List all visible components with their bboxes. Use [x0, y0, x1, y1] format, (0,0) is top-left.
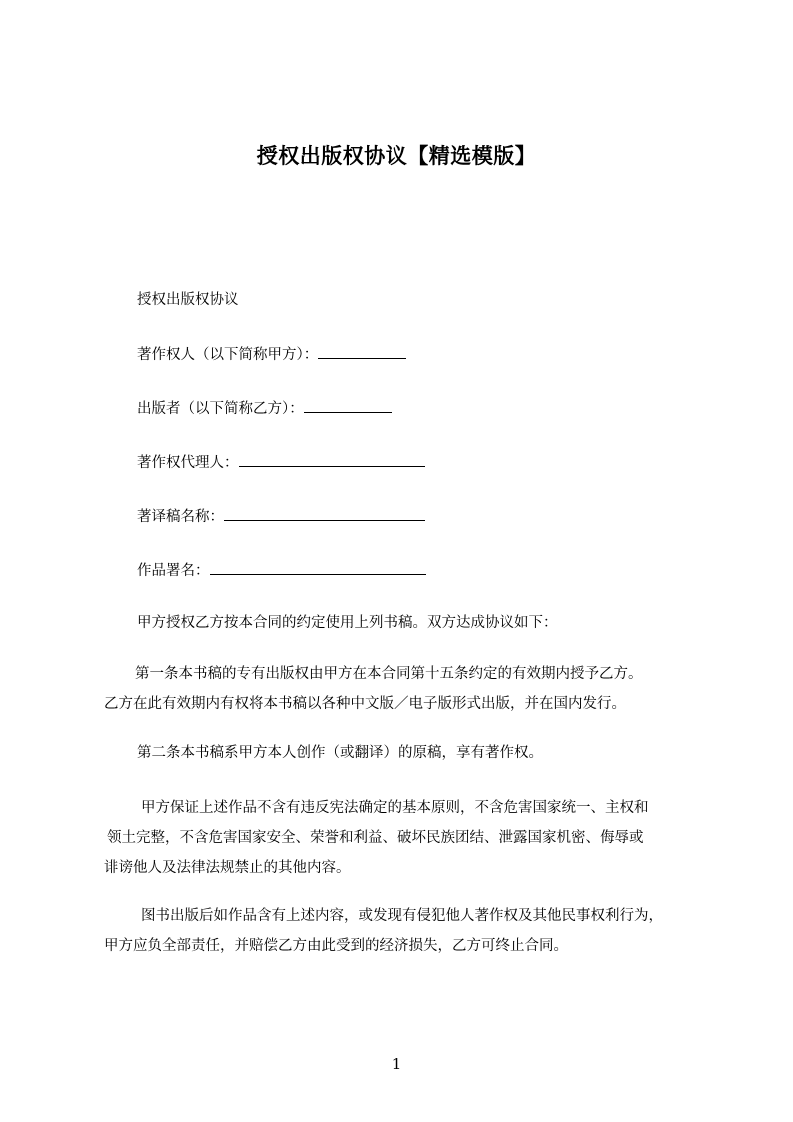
guarantee-line-1: 甲方保证上述作品不含有违反宪法确定的基本原则，不含危害国家统一、主权和 [141, 800, 649, 816]
guarantee-paragraph [104, 793, 704, 883]
work-signature-blank [210, 560, 426, 575]
article-2-paragraph: 第二条本书稿系甲方本人创作（或翻译）的原稿，享有著作权。 [137, 745, 543, 761]
article-1-paragraph [104, 659, 704, 719]
manuscript-name-blank [224, 506, 425, 521]
copyright-holder-field [137, 344, 406, 365]
copyright-holder-label: 著作权人（以下简称甲方）： [137, 347, 319, 363]
work-signature-label: 作品署名： [137, 563, 210, 579]
article-1-line-1: 第一条本书稿的专有出版权由甲方在本合同第十五条约定的有效期内授予乙方。 [135, 666, 643, 682]
agent-field [137, 452, 425, 473]
agent-label: 著作权代理人： [137, 455, 239, 471]
guarantee-line-2: 领土完整，不含危害国家安全、荣誉和利益、破坏民族团结、泄露国家机密、侮辱或 [107, 830, 644, 846]
liability-line-1: 图书出版后如作品含有上述内容，或发现有侵犯他人著作权及其他民事权利行为， [141, 908, 663, 924]
publisher-field [137, 398, 392, 419]
liability-paragraph [104, 901, 704, 961]
page-number: 1 [391, 1055, 402, 1073]
manuscript-name-label: 著译稿名称： [137, 509, 224, 525]
manuscript-name-field [137, 506, 425, 527]
guarantee-line-3: 诽谤他人及法律法规禁止的其他内容。 [104, 860, 351, 876]
document-title: 授权出版权协议【精选模版】 [256, 144, 537, 168]
agent-blank [239, 452, 425, 467]
subtitle: 授权出版权协议 [137, 292, 239, 308]
publisher-label: 出版者（以下简称乙方）： [137, 401, 304, 417]
liability-line-2: 甲方应负全部责任，并赔偿乙方由此受到的经济损失，乙方可终止合同。 [104, 938, 568, 954]
intro-paragraph: 甲方授权乙方按本合同的约定使用上列书稿。双方达成协议如下： [137, 615, 558, 631]
copyright-holder-blank [318, 344, 406, 359]
publisher-blank [304, 398, 392, 413]
article-1-line-2: 乙方在此有效期内有权将本书稿以各种中文版／电子版形式出版，并在国内发行。 [104, 696, 626, 712]
work-signature-field [137, 560, 426, 581]
